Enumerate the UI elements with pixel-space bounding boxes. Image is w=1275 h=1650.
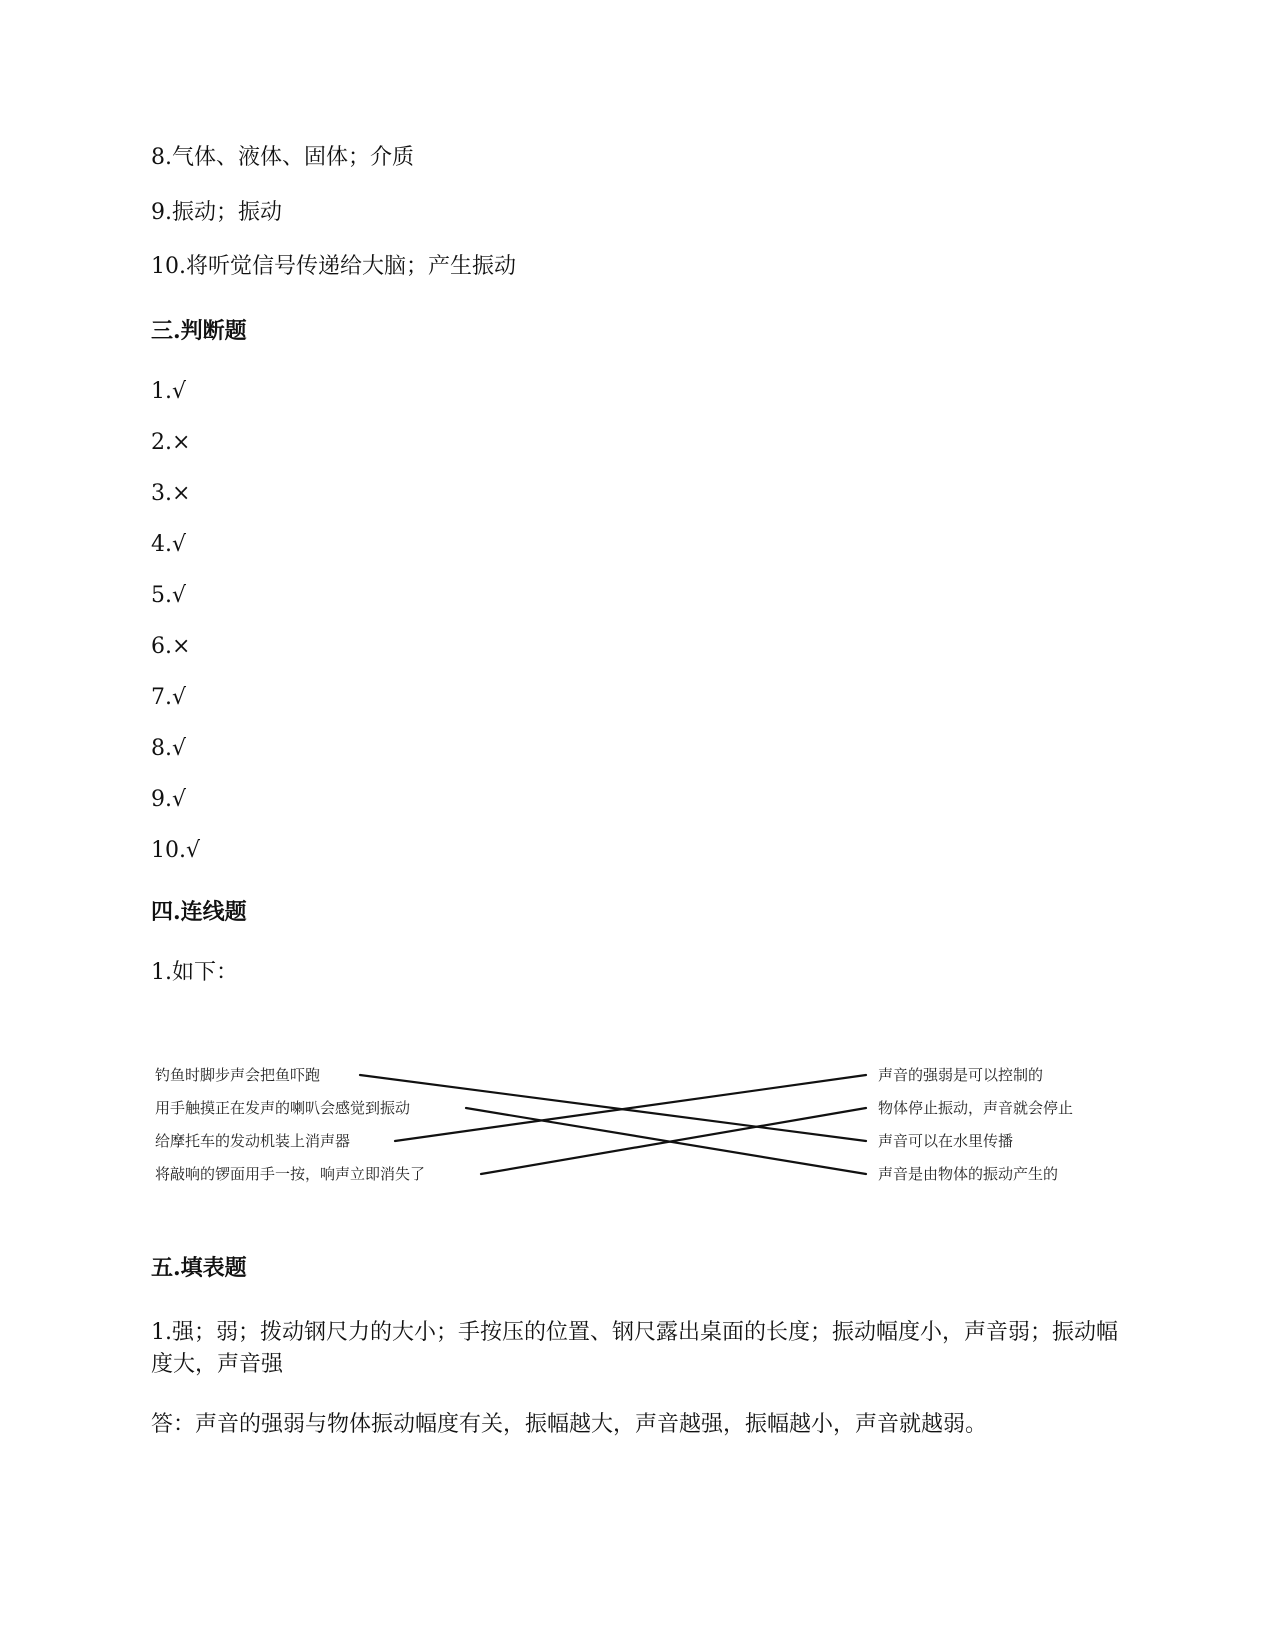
right-principle-3: 声音可以在水里传播 <box>878 1132 1014 1150</box>
judgment-answer: 9.√ <box>151 787 187 812</box>
matching-item-label: 1.如下： <box>151 960 238 985</box>
section-heading-matching: 四.连线题 <box>151 899 247 925</box>
judgment-answer: 8.√ <box>151 736 187 761</box>
judgment-answer: 10.√ <box>151 838 201 863</box>
fill-answer-8: 8.气体、液体、固体；介质 <box>151 145 414 170</box>
right-principle-1: 声音的强弱是可以控制的 <box>878 1066 1044 1084</box>
judgment-answer: 3.× <box>151 481 191 506</box>
judgment-answer: 6.× <box>151 634 191 659</box>
judgment-answer: 5.√ <box>151 583 187 608</box>
fill-answer-10: 10.将听觉信号传递给大脑；产生振动 <box>151 254 516 279</box>
right-principle-2: 物体停止振动，声音就会停止 <box>878 1099 1074 1117</box>
left-statement-4: 将敲响的锣面用手一按，响声立即消失了 <box>155 1165 426 1183</box>
connection-lines <box>360 1075 866 1174</box>
left-statement-3: 给摩托车的发动机装上消声器 <box>155 1132 351 1150</box>
section-heading-judgment: 三.判断题 <box>151 318 247 344</box>
left-statement-2: 用手触摸正在发声的喇叭会感觉到振动 <box>155 1099 411 1117</box>
section-heading-table: 五.填表题 <box>151 1255 247 1281</box>
judgment-answer: 2.× <box>151 430 191 455</box>
right-principle-4: 声音是由物体的振动产生的 <box>878 1165 1059 1183</box>
judgment-answer: 4.√ <box>151 532 187 557</box>
left-statement-1: 钓鱼时脚步声会把鱼吓跑 <box>155 1066 321 1084</box>
judgment-answer: 7.√ <box>151 685 187 710</box>
conclusion-text: 答：声音的强弱与物体振动幅度有关，振幅越大，声音越强，振幅越小，声音就越弱。 <box>151 1412 988 1437</box>
judgment-answer: 1.√ <box>151 379 187 404</box>
fill-answer-9: 9.振动；振动 <box>151 200 282 225</box>
table-answer: 1.强；弱；拨动钢尺力的大小；手按压的位置、钢尺露出桌面的长度；振动幅度小，声音弱；振动幅度大，声音强 <box>151 1320 1118 1377</box>
